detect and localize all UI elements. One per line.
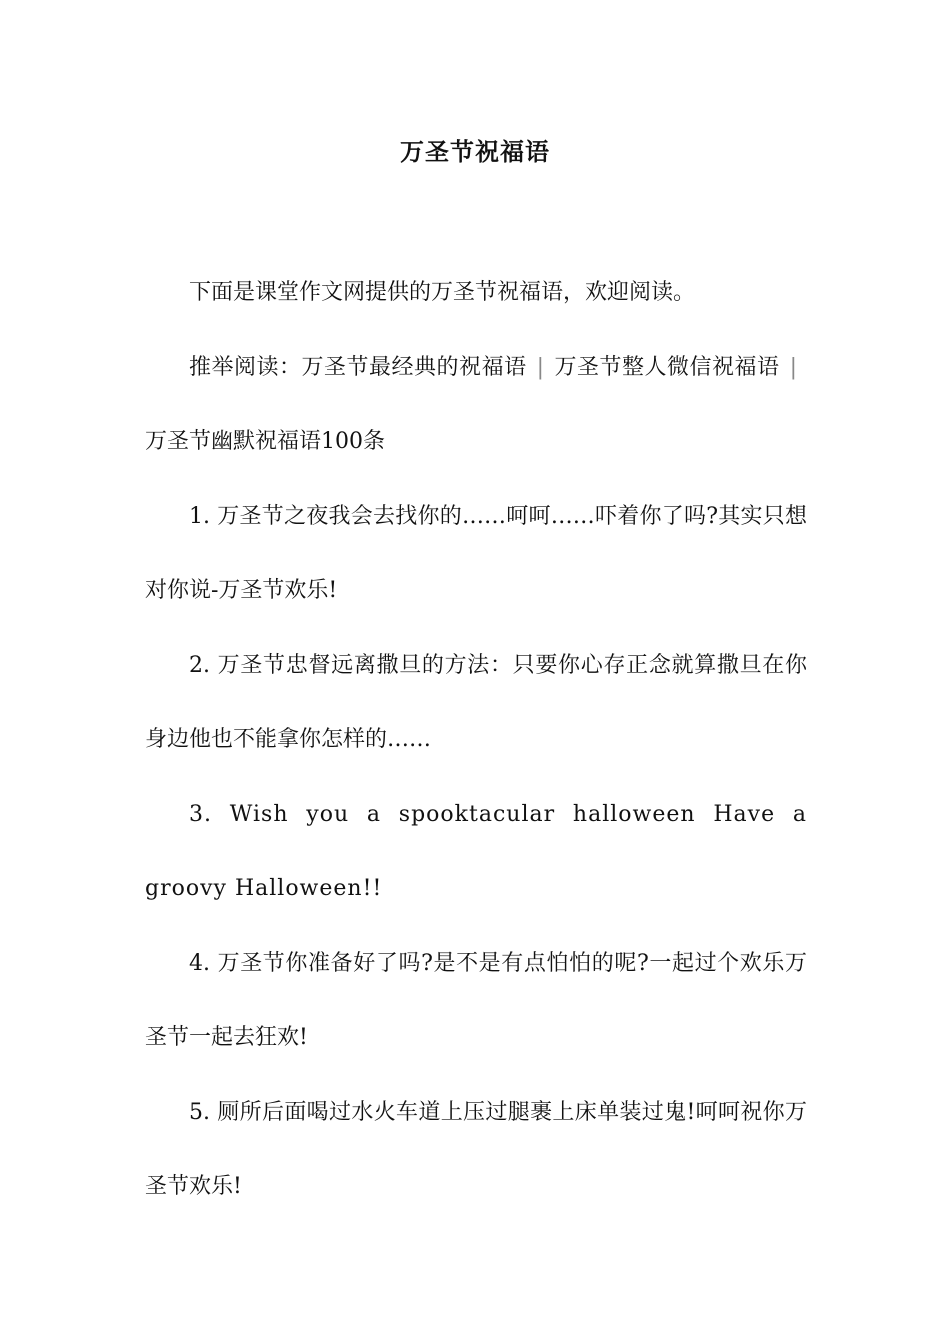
recommend-prefix: 推举阅读： bbox=[189, 354, 302, 380]
intro-paragraph: 下面是课堂作文网提供的万圣节祝福语，欢迎阅读。 bbox=[189, 280, 696, 305]
list-item-5: 5. 厕所后面喝过水火车道上压过腿裹上床单装过鬼!呵呵祝你万圣节欢乐! bbox=[145, 1099, 807, 1199]
recommend-link-2[interactable]: 万圣节整人微信祝福语 bbox=[554, 354, 780, 380]
list-item-1: 1. 万圣节之夜我会去找你的……呵呵……吓着你了吗?其实只想对你说-万圣节欢乐! bbox=[145, 503, 807, 603]
document-body bbox=[145, 256, 807, 1225]
recommend-link-1[interactable]: 万圣节最经典的祝福语 bbox=[301, 354, 527, 380]
recommend-separator-1: | bbox=[536, 354, 544, 380]
list-item-4: 4. 万圣节你准备好了吗?是不是有点怕怕的呢?一起过个欢乐万圣节一起去狂欢! bbox=[145, 950, 807, 1050]
document-title: 万圣节祝福语 bbox=[400, 137, 550, 166]
recommend-paragraph bbox=[145, 331, 807, 480]
recommend-separator-2: | bbox=[789, 354, 797, 380]
recommend-link-3[interactable]: 万圣节幽默祝福语100条 bbox=[145, 429, 385, 454]
list-item-3: 3. Wish you a spooktacular halloween Have a groovy Halloween!! bbox=[145, 801, 807, 901]
list-item-2: 2. 万圣节忠督远离撒旦的方法：只要你心存正念就算撒旦在你身边他也不能拿你怎样的…… bbox=[145, 652, 807, 752]
